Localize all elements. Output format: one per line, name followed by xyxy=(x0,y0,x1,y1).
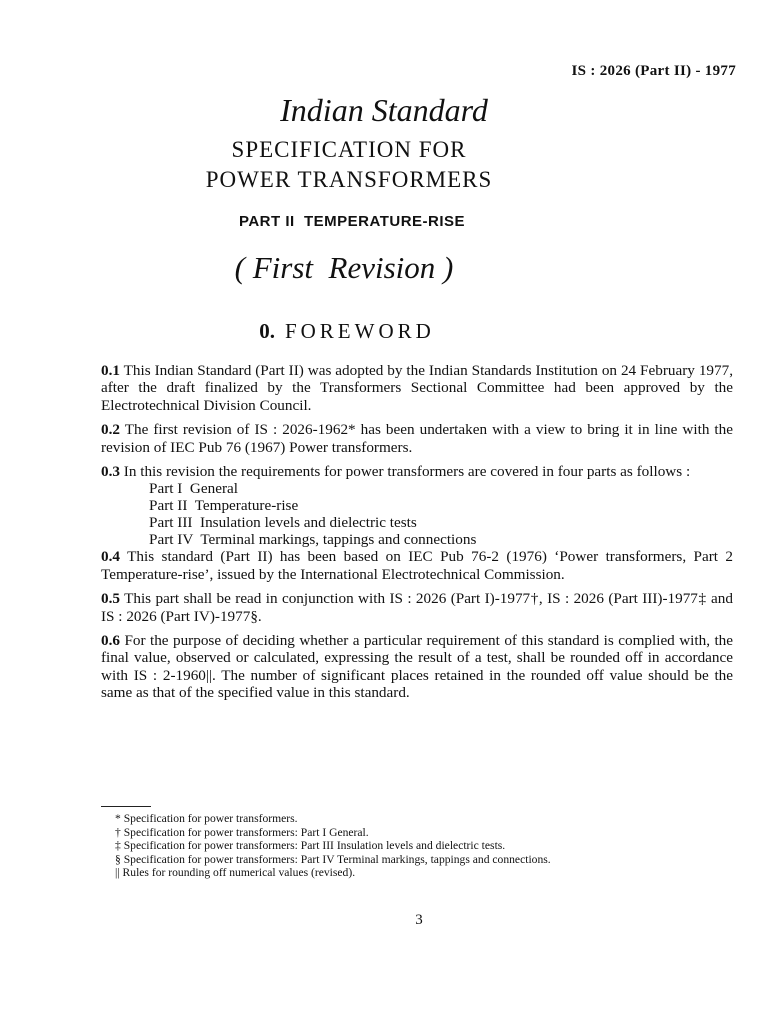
footnote: ‡ Specification for power transformers: Part III Insulation levels and dielectric tests. xyxy=(115,839,506,853)
footnote: † Specification for power transformers: Part I General. xyxy=(115,825,369,839)
footnote: || Rules for rounding off numerical values (revised). xyxy=(115,866,356,880)
paragraph-number: 0.2 xyxy=(101,421,120,439)
paragraph-text: This standard (Part II) has been based on IEC Pub 76-2 (1976) ‘Power transformers, Part 2 Temperature-rise’, issued by the International Electrotechnical Commission. xyxy=(101,548,733,583)
list-item: Part III Insulation levels and dielectric tests xyxy=(149,514,417,532)
foreword-body xyxy=(101,362,733,709)
paragraph-0-3 xyxy=(101,463,733,480)
parts-list xyxy=(149,480,733,548)
foreword-number: 0. xyxy=(259,319,275,343)
footnote-divider xyxy=(101,806,151,807)
revision-label: ( First Revision ) xyxy=(234,250,454,285)
paragraph-text: The first revision of IS : 2026-1962* has been undertaken with a view to bring it in line with the revision of IEC Pub 76 (1967) Power transformers. xyxy=(101,421,733,456)
list-item: Part I General xyxy=(149,480,238,498)
list-item: Part IV Terminal markings, tappings and connections xyxy=(149,531,477,549)
paragraph-0-5 xyxy=(101,590,733,625)
paragraph-0-4 xyxy=(101,548,733,583)
paragraph-text: For the purpose of deciding whether a particular requirement of this standard is complied with, the final value, observed or calculated, expressing the result of a test, shall be rounded off in accordance with IS : 2-1960||. The number of significant places retained in the rounded off value should be the same as that of the specified value in this standard. xyxy=(101,632,734,702)
foreword-title: FOREWORD xyxy=(284,319,435,343)
title-specification-for: SPECIFICATION FOR xyxy=(231,137,467,162)
paragraph-number: 0.6 xyxy=(101,632,120,650)
paragraph-0-2 xyxy=(101,421,733,456)
title-power-transformers: POWER TRANSFORMERS xyxy=(205,167,493,192)
part-heading: PART II TEMPERATURE-RISE xyxy=(238,213,466,230)
paragraph-number: 0.3 xyxy=(101,463,120,481)
page-number: 3 xyxy=(415,912,423,928)
footnotes xyxy=(101,812,731,880)
paragraph-number: 0.1 xyxy=(101,362,120,379)
title-indian-standard: Indian Standard xyxy=(280,92,488,128)
paragraph-text: This part shall be read in conjunction with IS : 2026 (Part I)-1977†, IS : 2026 (Part III)-1977‡ and IS : 2026 (Part IV)-1977§. xyxy=(101,590,733,625)
paragraph-0-1 xyxy=(101,362,733,414)
paragraph-text: This Indian Standard (Part II) was adopted by the Indian Standards Institution on 24 February 1977, after the draft finalized by the Transformers Sectional Committee had been approved by the Electrotechnical Division Council. xyxy=(101,362,733,414)
paragraph-number: 0.4 xyxy=(101,548,120,566)
paragraph-0-6 xyxy=(101,632,733,702)
footnote: * Specification for power transformers. xyxy=(115,812,298,825)
paragraph-number: 0.5 xyxy=(101,590,120,608)
paragraph-text: In this revision the requirements for power transformers are covered in four parts as follows : xyxy=(123,463,691,481)
footnote: § Specification for power transformers: Part IV Terminal markings, tappings and connections. xyxy=(115,852,551,866)
standard-number: IS : 2026 (Part II) - 1977 xyxy=(571,63,736,79)
foreword-heading xyxy=(0,319,731,344)
list-item: Part II Temperature-rise xyxy=(149,497,299,515)
